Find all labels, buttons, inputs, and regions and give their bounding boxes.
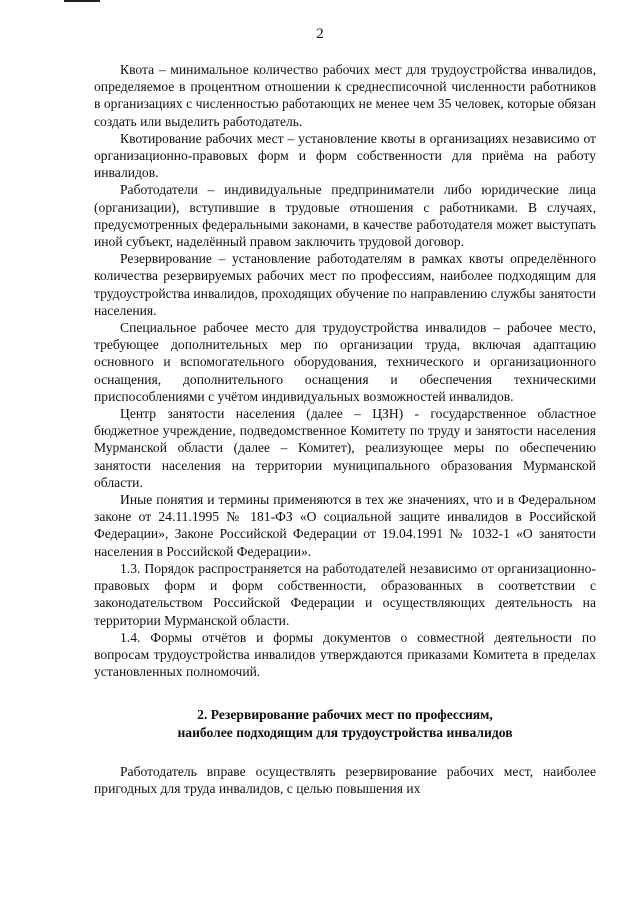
paragraph-clause-1-3: 1.3. Порядок распространяется на работодателей независимо от организационно-правовых форм и форм собственности, образованных в соответствии с законодательством Российской Федерации и осуществляющих деятельность на территории Мурманской области. [94,560,596,628]
paragraph-section-2-intro: Работодатель вправе осуществлять резервирование рабочих мест, наиболее пригодных для труда инвалидов, с целью повышения их [94,763,596,796]
paragraph-clause-1-4: 1.4. Формы отчётов и формы документов о совместной деятельности по вопросам трудоустройства инвалидов утверждаются приказами Комитета в пределах установленных полномочий. [94,629,596,680]
paragraph-other-terms: Иные понятия и термины применяются в тех же значениях, что и в Федеральном законе от 24.11.1995 № 181-ФЗ «О социальной защите инвалидов в Российской Федерации», Законе Российской Федерации от 19.04.1991 № 1032-1 «О занятости населения в Российской Федерации». [94,492,596,559]
paragraph-employers-definition: Работодатели – индивидуальные предприниматели либо юридические лица (организации), вступившие в трудовые отношения с работниками. В случаях, предусмотренных федеральными законами, в качестве работодателя может выступать иной субъект, наделённый правом заключить трудовой договор. [94,182,596,250]
paragraph-reservation-definition: Резервирование – установление работодателям в рамках квоты определённого количества резервируемых рабочих мест по профессиям, наиболее подходящим для трудоустройства инвалидов, проходящих обучение по направлению службы занятости населения. [94,251,596,318]
paragraph-special-workplace-definition: Специальное рабочее место для трудоустройства инвалидов – рабочее место, требующее дополнительных мер по организации труда, включая адаптацию основного и вспомогательного оборудования, технического и организационного оснащения, дополнительного оснащения и обеспечения техническими приспособлениями с учётом индивидуальных возможностей инвалидов. [94,320,596,404]
document-body [94,61,596,797]
section-2-heading-line-1: 2. Резервирование рабочих мест по профессиям, [197,707,493,723]
paragraph-quota-definition: Квота – минимальное количество рабочих мест для трудоустройства инвалидов, определяемое в процентном отношении к среднесписочной численности работников в организациях с численностью работающих не менее чем 35 человек, которые обязан создать или выделить работодатель. [94,62,596,129]
scan-corner-mark [64,0,100,2]
paragraph-quota-setting-definition: Квотирование рабочих мест – установление квоты в организациях независимо от организационно-правовых форм и форм собственности для приёма на работу инвалидов. [94,130,596,181]
section-2-heading-line-2: наиболее подходящим для трудоустройства инвалидов [177,724,513,740]
paragraph-employment-center-definition: Центр занятости населения (далее – ЦЗН) - государственное областное бюджетное учреждение, подведомственное Комитету по труду и занятости населения Мурманской области (далее – Комитет), реализующее меры по обеспечению занятости населения на территории муниципального образования Мурманской области. [94,406,596,490]
section-2-heading [94,706,596,740]
page-number: 2 [316,26,324,42]
